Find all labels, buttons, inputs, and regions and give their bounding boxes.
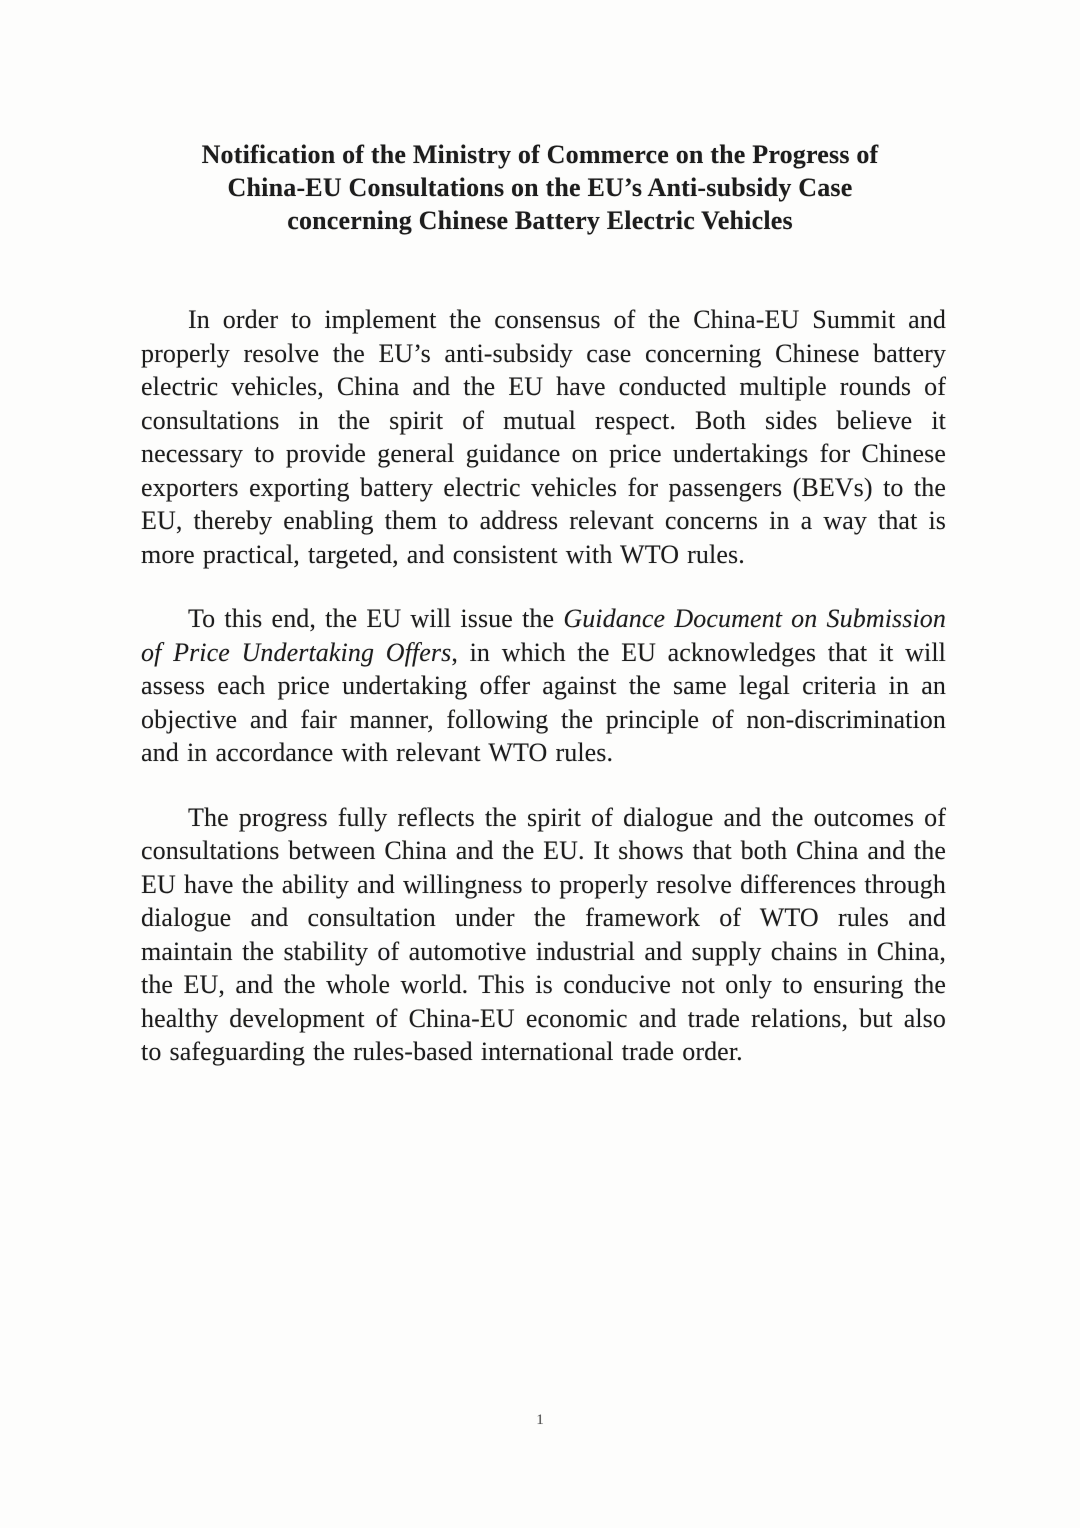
paragraph-3: The progress fully reflects the spirit of dialogue and the outcomes of consultations between China and the EU. It shows that both China and the EU have the ability and willingness to properly resolve differences through dialogue and consultation under the framework of WTO rules and maintain the stability of automotive industrial and supply chains in China, the EU, and the whole world. This is conducive not only to ensuring the healthy development of China-EU economic and trade relations, but also to safeguarding the rules-based international trade order. [141, 802, 946, 1066]
document-title [60, 138, 1020, 237]
title-line-3: concerning Chinese Battery Electric Vehicles [287, 206, 793, 235]
page-number: 1 [536, 1412, 544, 1428]
title-line-2: China-EU Consultations on the EU’s Anti-subsidy Case [227, 173, 853, 202]
paragraph-2-lead: To this end, the EU will issue the [188, 604, 564, 633]
document-body [141, 303, 946, 1069]
title-line-1: Notification of the Ministry of Commerce on the Progress of [201, 140, 879, 169]
paragraph-2 [141, 602, 946, 770]
paragraph-2-tail: , in which the EU acknowledges that it will assess each price undertaking offer against the same legal criteria in an objective and fair manner, following the principle of non-discrimination and in accordance with relevant WTO rules. [141, 637, 946, 767]
paragraph-1: In order to implement the consensus of the China-EU Summit and properly resolve the EU’s anti-subsidy case concerning Chinese battery electric vehicles, China and the EU have conducted multiple rounds of consultations in the spirit of mutual respect. Both sides believe it necessary to provide general guidance on price undertakings for Chinese exporters exporting battery electric vehicles for passengers (BEVs) to the EU, thereby enabling them to address relevant concerns in a way that is more practical, targeted, and consistent with WTO rules. [141, 305, 946, 569]
cited-document-name: Guidance Document on Submission of Price Undertaking Offers [141, 604, 946, 667]
